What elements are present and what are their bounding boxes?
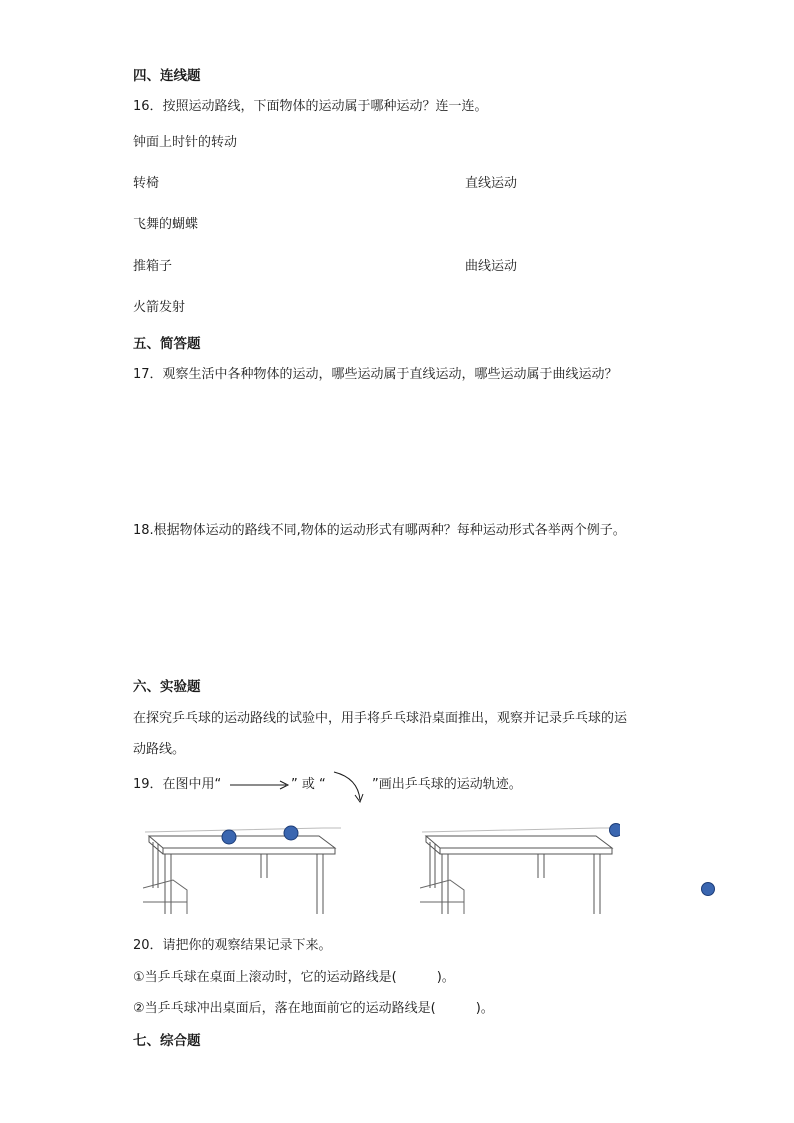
ping-pong-ball [222,830,236,844]
question-19-part-2: ” 或 “ [291,777,326,792]
experiment-intro-line-1: 在探究乒乓球的运动路线的试验中，用手将乒乓球沿桌面推出，观察并记录乒乓球的运 [133,711,628,726]
ping-pong-ball-floor [700,881,716,897]
curved-arrow-icon [330,768,370,806]
table-sketch-left [143,818,343,918]
question-20: 20．请把你的观察结果记录下来。 [133,938,332,953]
question-20-item-2-suffix: )。 [475,1001,494,1016]
question-20-item-1-suffix: )。 [436,970,455,985]
question-18: 18.根据物体运动的路线不同,物体的运动形式有哪两种？每种运动形式各举两个例子。 [133,523,626,538]
match-left-item-5[interactable]: 火箭发射 [133,300,186,315]
question-20-item-2 [133,1000,494,1018]
section-title-connect: 四、连线题 [133,68,201,84]
experiment-intro-line-2: 动路线。 [133,742,186,757]
match-right-item-2[interactable]: 曲线运动 [465,259,518,274]
section-title-experiment: 六、实验题 [133,679,201,695]
straight-arrow-icon [228,778,292,792]
question-20-item-1-prefix: ①当乒乓球在桌面上滚动时，它的运动路线是( [133,970,397,985]
match-left-item-1[interactable]: 钟面上时针的转动 [133,135,238,150]
ping-pong-ball [610,824,621,837]
question-20-item-2-prefix: ②当乒乓球冲出桌面后，落在地面前它的运动路线是( [133,1001,436,1016]
section-title-short-answer: 五、简答题 [133,336,201,352]
section-title-comprehensive: 七、综合题 [133,1033,201,1049]
match-right-item-1[interactable]: 直线运动 [465,176,518,191]
table-sketch-right [420,818,620,918]
question-17: 17．观察生活中各种物体的运动，哪些运动属于直线运动，哪些运动属于曲线运动？ [133,367,618,382]
ping-pong-ball [284,826,298,840]
match-left-item-3[interactable]: 飞舞的蝴蝶 [133,217,199,232]
question-16: 16．按照运动路线，下面物体的运动属于哪种运动？连一连。 [133,99,488,114]
question-20-item-1 [133,969,455,987]
question-19-part-3: ”画出乒乓球的运动轨迹。 [372,777,522,792]
match-left-item-4[interactable]: 推箱子 [133,259,173,274]
match-left-item-2[interactable]: 转椅 [133,176,160,191]
question-19-part-1: 19．在图中用“ [133,777,222,792]
